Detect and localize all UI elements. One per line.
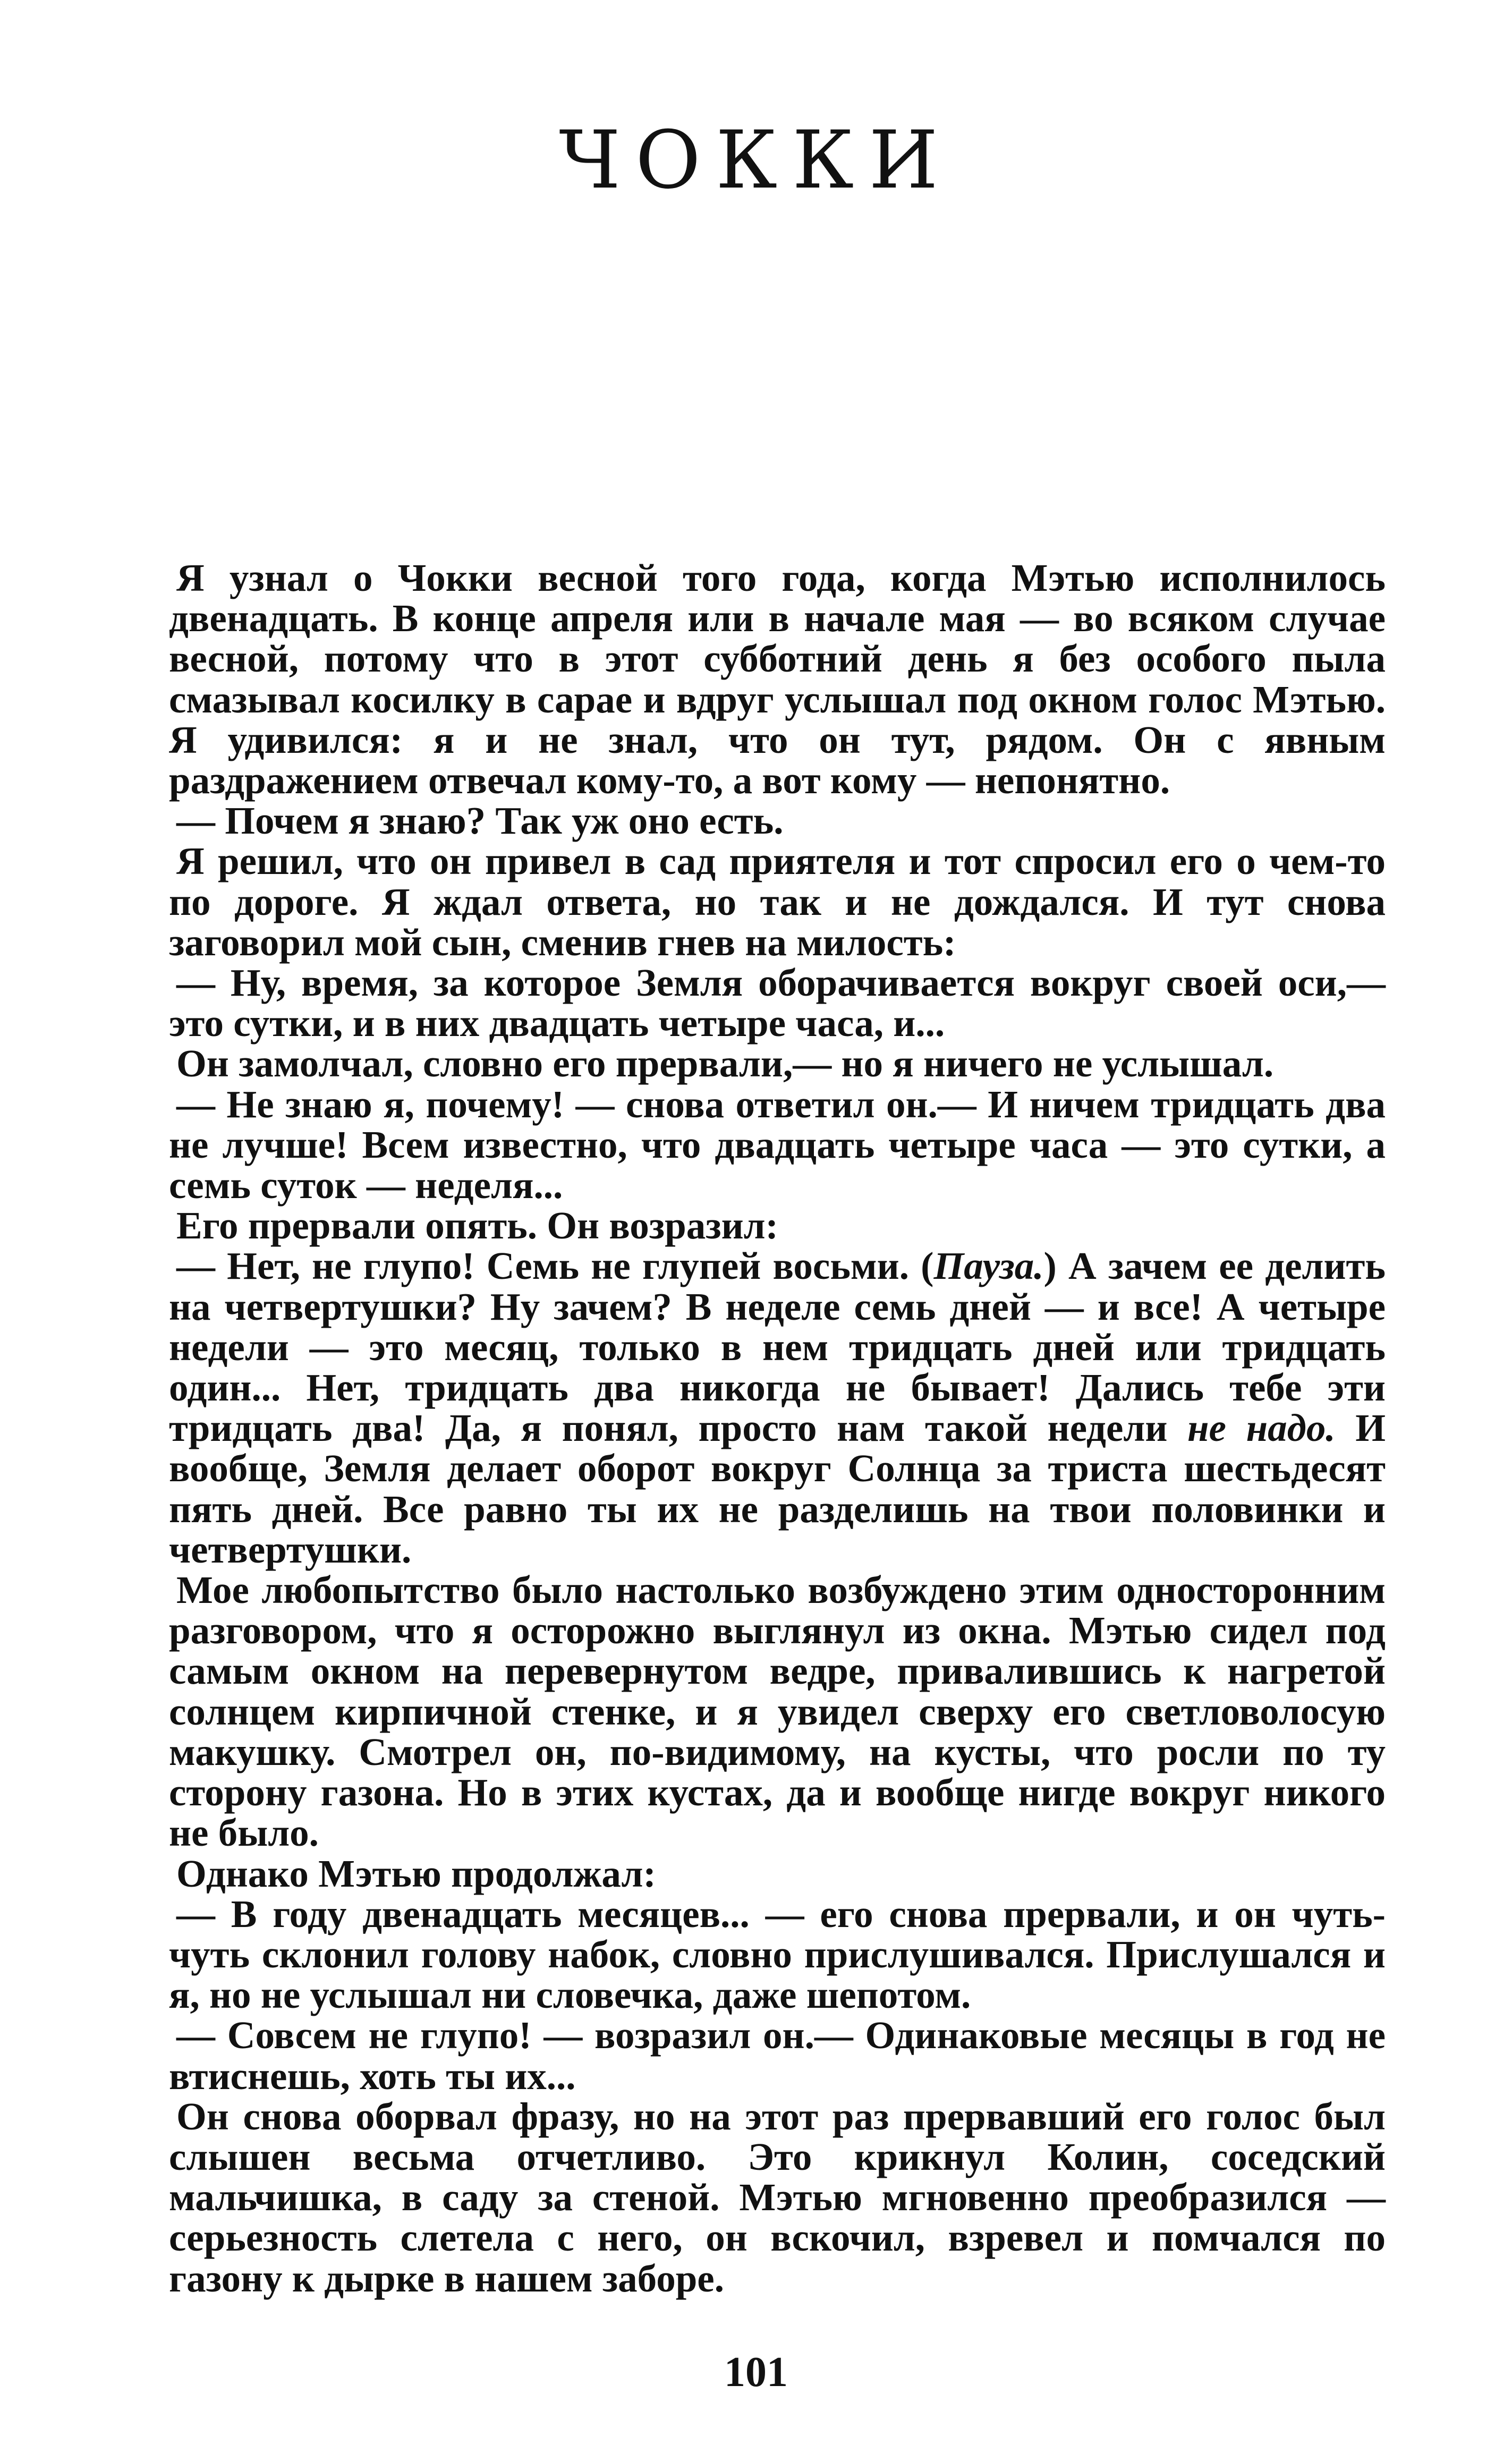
paragraph xyxy=(169,1246,1386,1570)
paragraph: — Совсем не глупо! — возразил он.— Одинаковые месяцы в год не втиснешь, хоть ты их... xyxy=(169,2014,1386,2098)
paragraph: — Ну, время, за которое Земля оборачивается вокруг своей оси,— это сутки, и в них двадцать четыре часа, и... xyxy=(169,961,1386,1045)
page-number: 101 xyxy=(724,2349,788,2396)
paragraph: Он замолчал, словно его прервали,— но я ничего не услышал. xyxy=(176,1042,1274,1085)
text-run: И вообще, Земля делает оборот вокруг Солнца за триста шестьдесят пять дней. Все равно ты их не разделишь на твои половинки и четвертушки. xyxy=(169,1406,1386,1571)
paragraph: Его прервали опять. Он возразил: xyxy=(176,1204,778,1247)
text-run: ) А зачем ее делить на четвертушки? Ну зачем? В неделе семь дней — и все! А четыре недели — это месяц, только в нем тридцать дней или тридцать один... Нет, тридцать два никогда не бывает! Дались тебе эти тридцать два! Да, я понял, просто нам такой недели xyxy=(169,1244,1386,1450)
italic-text: не надо. xyxy=(1187,1406,1336,1450)
paragraph: Однако Мэтью продолжал: xyxy=(176,1852,656,1895)
paragraph: Мое любопытство было настолько возбуждено этим односторонним разговором, что я осторожно выглянул из окна. Мэтью сидел под самым окном на перевернутом ведре, привалившись к нагретой солнцем кирпичной стенке, и я увидел сверху его светловолосую макушку. Смотрел он, по-видимому, на кусты, что росли по ту сторону газона. Но в этих кустах, да и вообще нигде вокруг никого не было. xyxy=(169,1568,1386,1855)
paragraph: Он снова оборвал фразу, но на этот раз прервавший его голос был слышен весьма отчетливо. Это крикнул Колин, соседский мальчишка, в саду за стеной. Мэтью мгновенно преобразился — серьезность слетела с него, он вскочил, взревел и помчался по газону к дырке в нашем заборе. xyxy=(169,2094,1386,2300)
paragraph: Я узнал о Чокки весной того года, когда Мэтью исполнилось двенадцать. В конце апреля или в начале мая — во всяком случае весной, потому что в этот субботний день я без особого пыла смазывал косилку в сарае и вдруг услышал под окном голос Мэтью. Я удивился: я и не знал, что он тут, рядом. Он с явным раздражением отвечал кому-то, а вот кому — непонятно. xyxy=(169,556,1386,802)
text-run: — Нет, не глупо! Семь не глупей восьми. ( xyxy=(176,1244,934,1288)
paragraph: — В году двенадцать месяцев... — его снова прервали, и он чуть-чуть склонил голову набок, словно прислушивался. Прислушался и я, но не услышал ни словечка, даже шепотом. xyxy=(169,1892,1386,2017)
paragraph: — Не знаю я, почему! — снова ответил он.— И ничем тридцать два не лучше! Всем известно, что двадцать четыре часа — это сутки, а семь суток — неделя... xyxy=(169,1082,1386,1207)
chapter-title: ЧОККИ xyxy=(559,114,953,207)
italic-text: Пауза. xyxy=(933,1244,1044,1288)
chapter-text xyxy=(169,558,1386,2299)
paragraph: — Почем я знаю? Так уж оно есть. xyxy=(176,799,784,843)
paragraph: Я решил, что он привел в сад приятеля и тот спросил его о чем-то по дороге. Я ждал ответа, но так и не дождался. И тут снова заговорил мой сын, сменив гнев на милость: xyxy=(169,839,1386,964)
